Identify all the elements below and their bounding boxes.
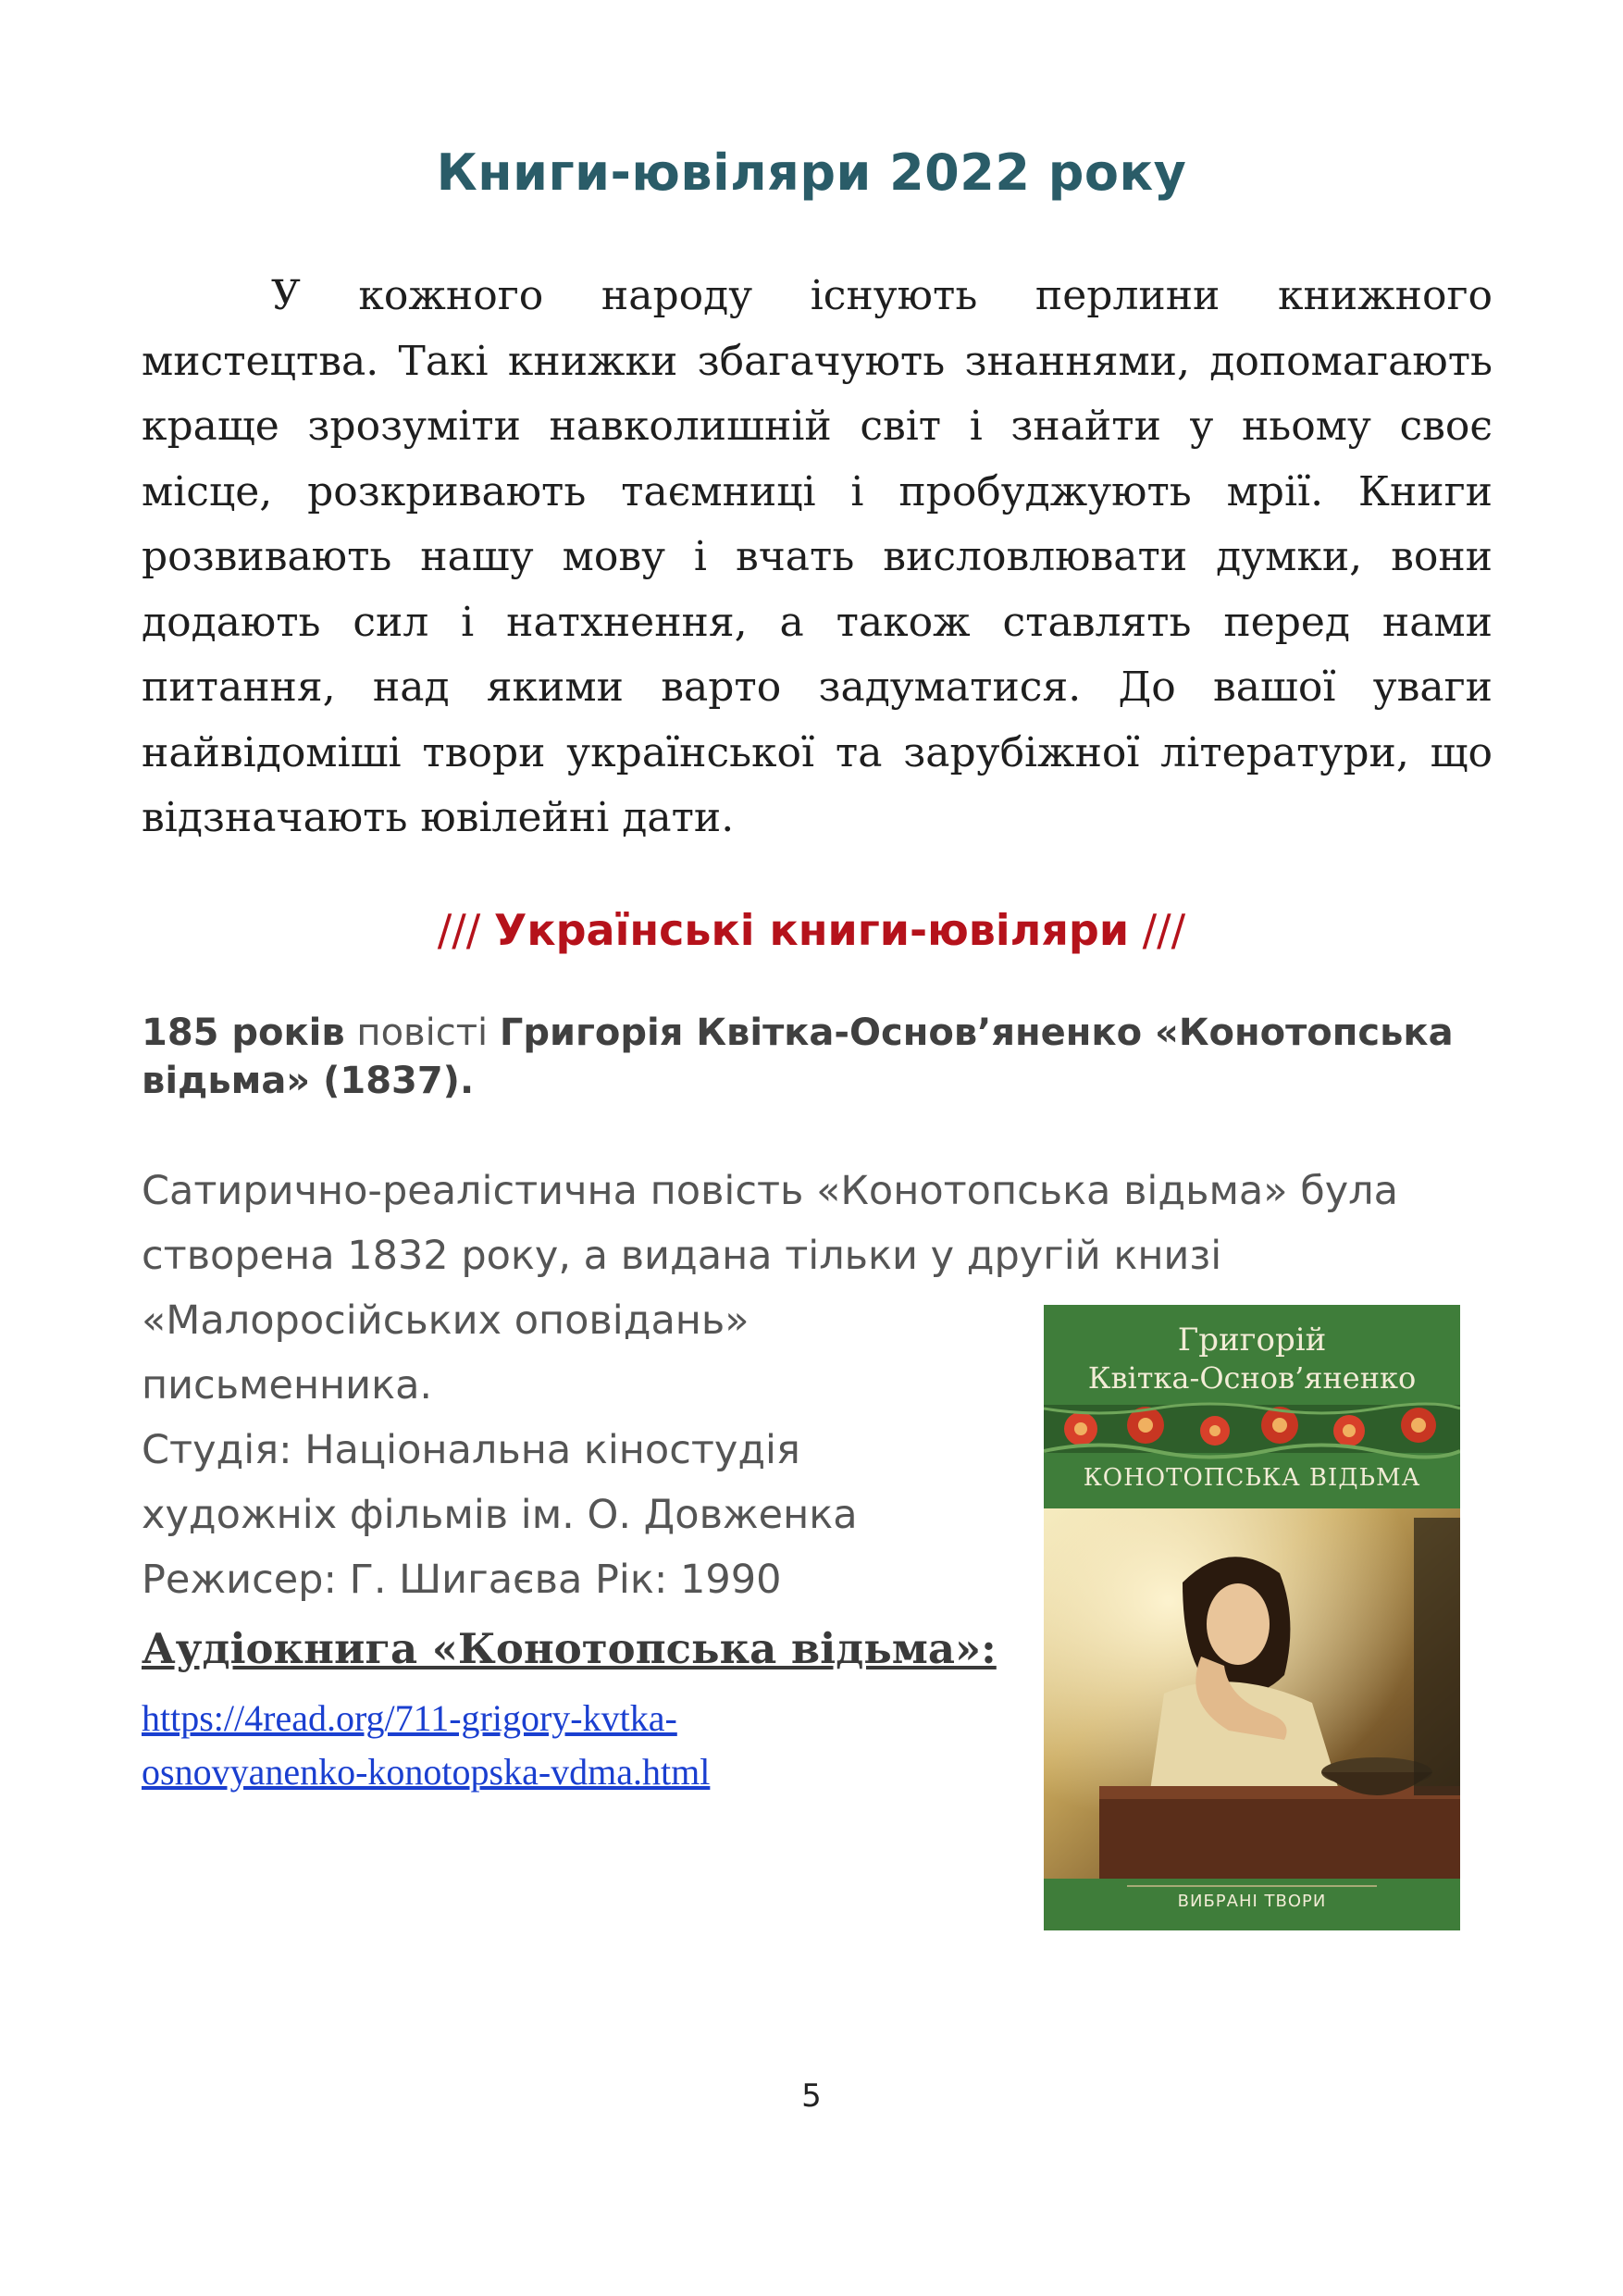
page-number: 5	[801, 2078, 822, 2115]
book-cover-illustration	[1044, 1305, 1460, 1930]
cover-book-title: КОНОТОПСЬКА ВІДЬМА	[1083, 1464, 1421, 1492]
anniversary-years: 185 років	[142, 1011, 345, 1054]
anniversary-type: повісті	[344, 1011, 500, 1054]
section-prefix: ///	[437, 905, 494, 955]
cover-author-first: Григорій	[1177, 1322, 1327, 1359]
description-line: Студія: Національна кіностудія	[142, 1427, 800, 1473]
section-suffix: ///	[1129, 905, 1186, 955]
audiobook-link[interactable]	[142, 1692, 974, 1799]
cover-author-last: Квітка-Основ’яненко	[1087, 1360, 1417, 1396]
anniversary-author-title: Григорія Квітка-Основ’яненко «Конотопська відьма» (1837).	[142, 1011, 1454, 1102]
intro-paragraph	[142, 264, 1493, 851]
section-heading-text: Українські книги-ювіляри	[493, 905, 1130, 955]
description-line: Сатирично-реалістична повість «Конотопська відьма» була	[142, 1168, 1399, 1214]
painting	[1044, 1508, 1460, 1879]
book-cover-image	[1044, 1305, 1460, 1930]
description-line: письменника.	[142, 1362, 433, 1409]
description-line: Режисер: Г. Шигаєва Рік: 1990	[142, 1557, 782, 1603]
description-line: «Малоросійських оповідань»	[142, 1297, 750, 1344]
intro-text: У кожного народу існують перлини книжного мистецтва. Такі книжки збагачують знаннями, допомагають краще зрозуміти навколишній світ і знайти у ньому своє місце, розкривають таємниці і пробуджують мрії. Книги розвивають нашу мову і вчать висловлювати думки, вони додають сил і натхнення, а також ставлять перед нами питання, над якими варто задуматися. До вашої уваги найвідоміші твори української та зарубіжної літератури, що відзначають ювілейні дати.	[142, 272, 1493, 841]
description-line: художніх фільмів ім. О. Довженка	[142, 1492, 858, 1538]
section-heading	[0, 905, 1623, 955]
description-line: створена 1832 року, а видана тільки у другій книзі	[142, 1233, 1222, 1279]
audiobook-title: Аудіокнига «Конотопська відьма»:	[142, 1624, 997, 1673]
flower-ornament	[1044, 1404, 1460, 1458]
cover-series: ВИБРАНІ ТВОРИ	[1177, 1892, 1327, 1911]
audiobook-link-line[interactable]: osnovyanenko-konotopska-vdma.html	[142, 1751, 711, 1793]
audiobook-link-line[interactable]: https://4read.org/711-grigory-kvtka-	[142, 1697, 677, 1739]
page-title: Книги-ювіляри 2022 року	[436, 143, 1187, 202]
anniversary-line	[142, 1009, 1493, 1105]
